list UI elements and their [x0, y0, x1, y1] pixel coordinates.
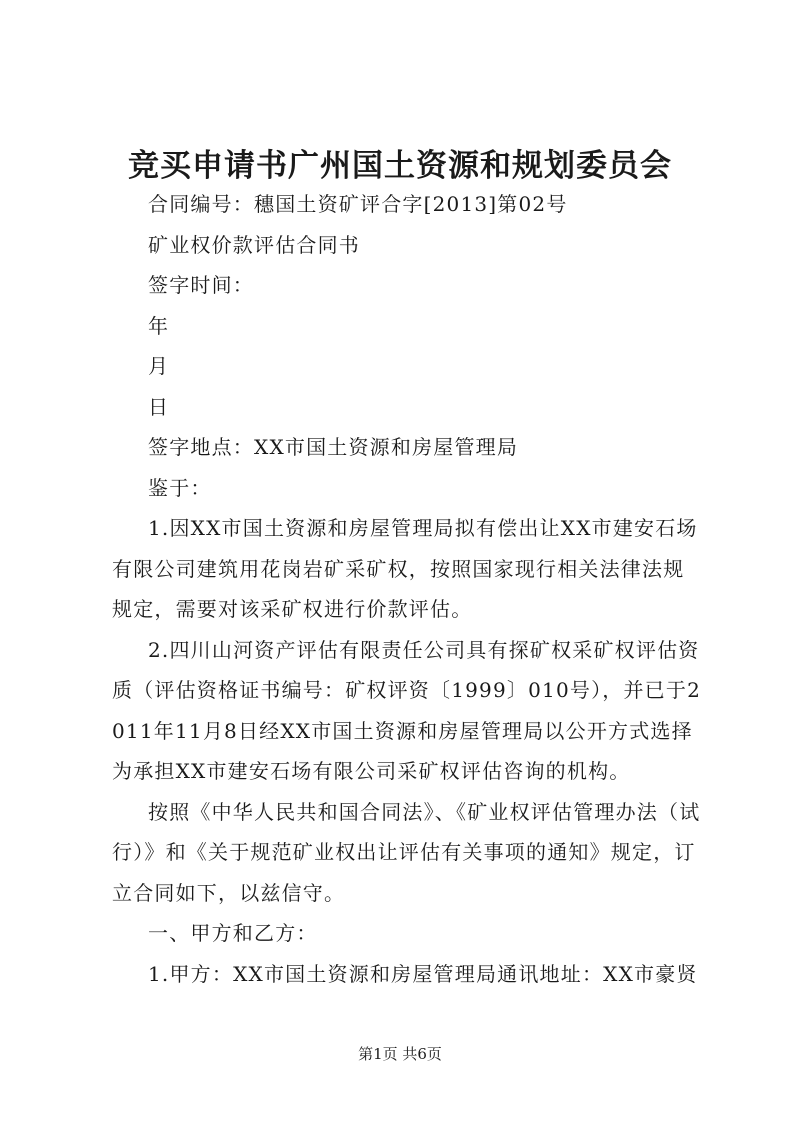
document-body [112, 184, 704, 994]
document-title: 竞买申请书广州国土资源和规划委员会 [128, 148, 672, 184]
basis-paragraph: 按照《中华人民共和国合同法》、《矿业权评估管理办法（试行）》和《关于规范矿业权出让评估有关事项的通知》规定，订立合同如下，以兹信守。 [112, 799, 701, 905]
contract-name: 矿业权价款评估合同书 [148, 232, 360, 257]
section-heading-parties: 一、甲方和乙方： [148, 921, 318, 945]
party-a-line: 1.甲方：XX市国土资源和房屋管理局通讯地址：XX市豪贤 [148, 961, 698, 986]
whereas-item-2: 2.四川山河资产评估有限责任公司具有探矿权采矿权评估资质（评估资格证书编号：矿权评资〔1999〕010号），并已于2011年11月8日经XX市国土资源和房屋管理局以公开方式选择为承担XX市建安石场有限公司采矿权评估咨询的机构。 [112, 637, 701, 783]
whereas-label: 鉴于： [148, 475, 212, 500]
signing-place: 签字地点：XX市国土资源和房屋管理局 [148, 435, 519, 459]
whereas-item-1: 1.因XX市国土资源和房屋管理局拟有偿出让XX市建安石场有限公司建筑用花岗岩矿采矿权，按照国家现行相关法律法规规定，需要对该采矿权进行价款评估。 [112, 516, 698, 621]
signing-day: 日 [148, 394, 170, 419]
page-footer: 第1页 共6页 [358, 1045, 442, 1063]
contract-number: 合同编号：穗国土资矿评合字[2013]第02号 [148, 192, 568, 216]
signing-year: 年 [148, 313, 170, 338]
signing-month: 月 [148, 354, 170, 378]
signing-time-label: 签字时间： [148, 273, 254, 297]
